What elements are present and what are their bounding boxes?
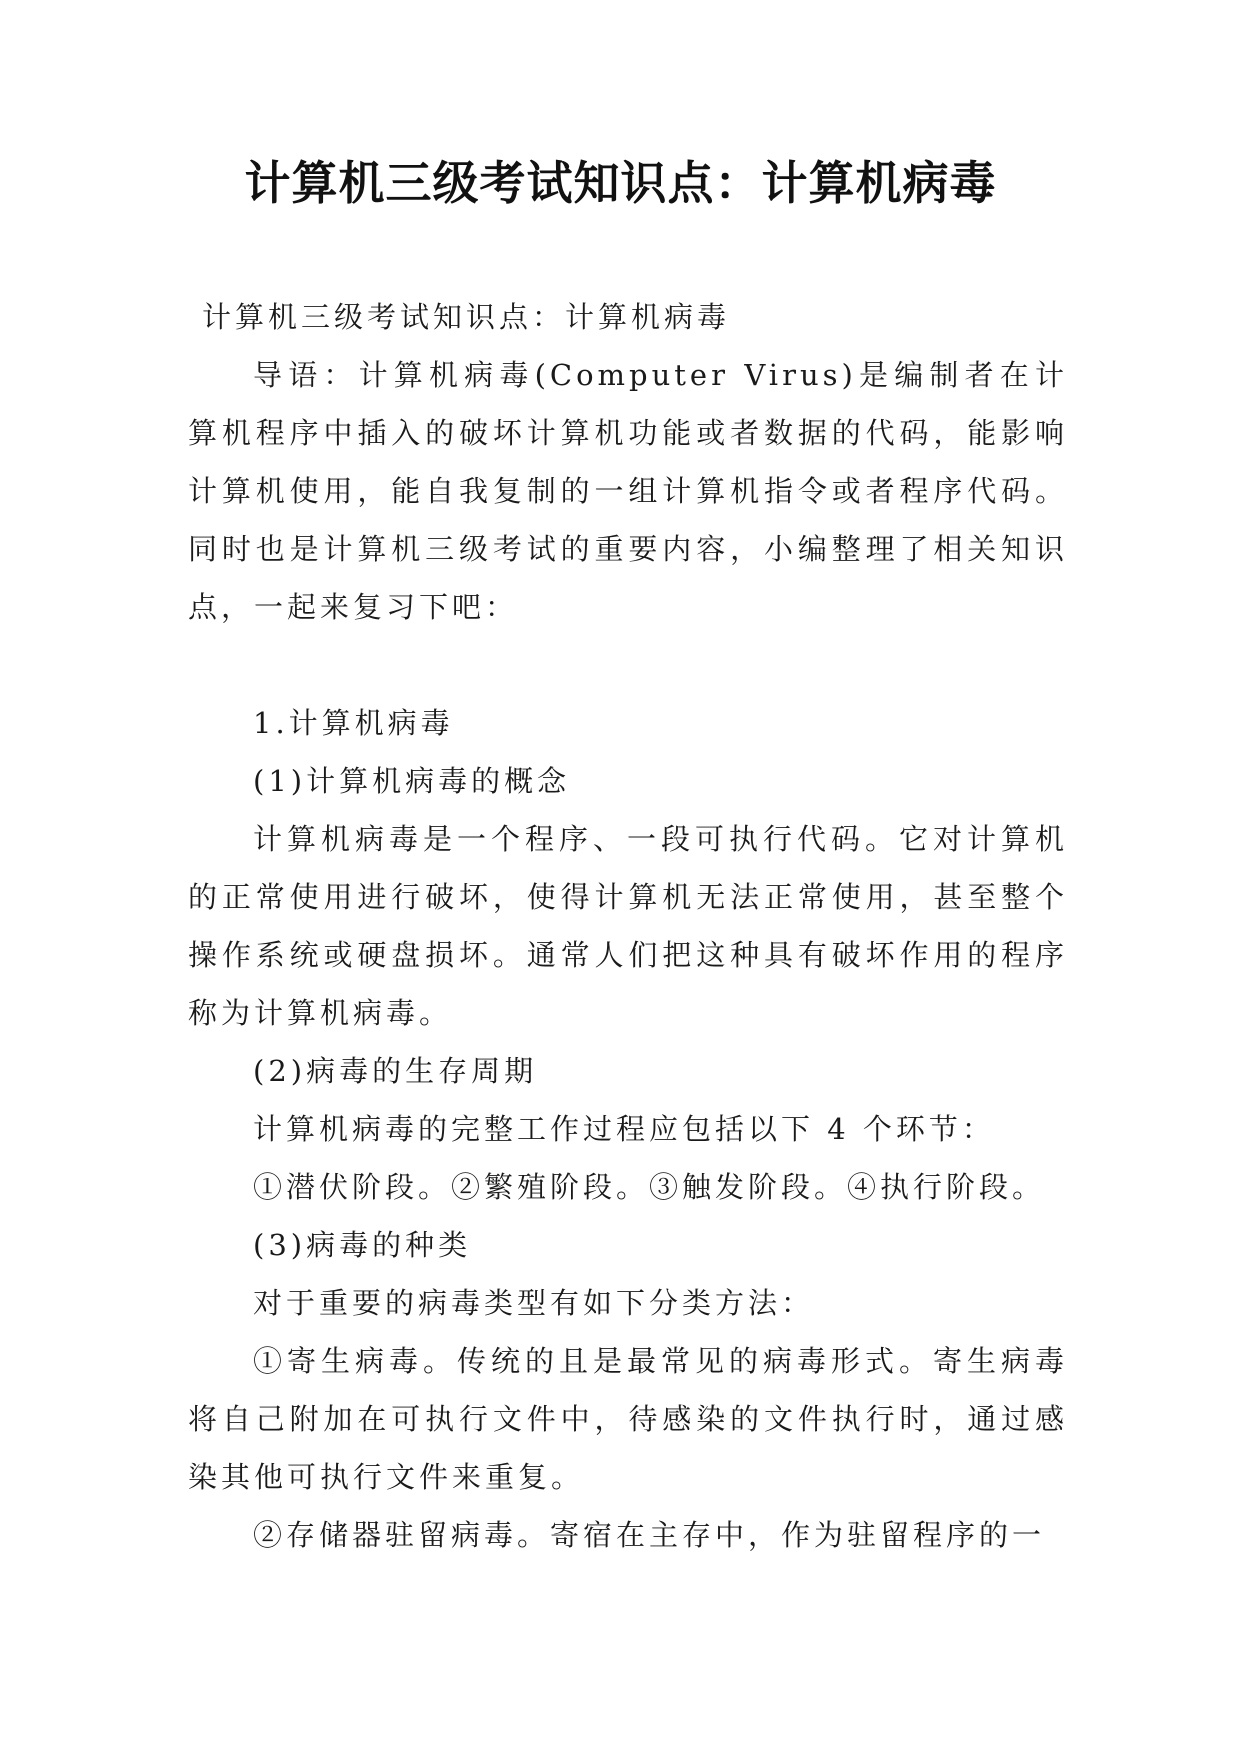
- virus-type-parasitic: ①寄生病毒。传统的且是最常见的病毒形式。寄生病毒将自己附加在可执行文件中，待感染的文件执行时，通过感染其他可执行文件来重复。: [188, 1344, 1068, 1494]
- paragraph-spacer: [188, 636, 1068, 694]
- subheading-virus-types: (3)病毒的种类: [253, 1228, 472, 1262]
- virus-lifecycle-paragraph: 计算机病毒的完整工作过程应包括以下 4 个环节：: [253, 1112, 995, 1146]
- intro-paragraph: 导语：计算机病毒(Computer Virus)是编制者在计算机程序中插入的破坏计算机功能或者数据的代码，能影响计算机使用，能自我复制的一组计算机指令或者程序代码。同时也是计算机三级考试的重要内容，小编整理了相关知识点，一起来复习下吧：: [188, 358, 1068, 624]
- subheading-virus-concept: (1)计算机病毒的概念: [253, 764, 571, 798]
- virus-types-paragraph: 对于重要的病毒类型有如下分类方法：: [253, 1286, 815, 1320]
- virus-concept-paragraph: 计算机病毒是一个程序、一段可执行代码。它对计算机的正常使用进行破坏，使得计算机无法正常使用，甚至整个操作系统或硬盘损坏。通常人们把这种具有破坏作用的程序称为计算机病毒。: [188, 822, 1068, 1030]
- document-subtitle: 计算机三级考试知识点：计算机病毒: [202, 300, 731, 334]
- document-body: [188, 288, 1068, 1564]
- virus-type-resident: ②存储器驻留病毒。寄宿在主存中，作为驻留程序的一: [253, 1518, 1046, 1552]
- virus-lifecycle-stages: ①潜伏阶段。②繁殖阶段。③触发阶段。④执行阶段。: [253, 1170, 1046, 1204]
- subheading-virus-lifecycle: (2)病毒的生存周期: [253, 1054, 538, 1088]
- document-title: 计算机三级考试知识点：计算机病毒: [244, 156, 997, 210]
- section-heading-virus: 1.计算机病毒: [253, 706, 454, 740]
